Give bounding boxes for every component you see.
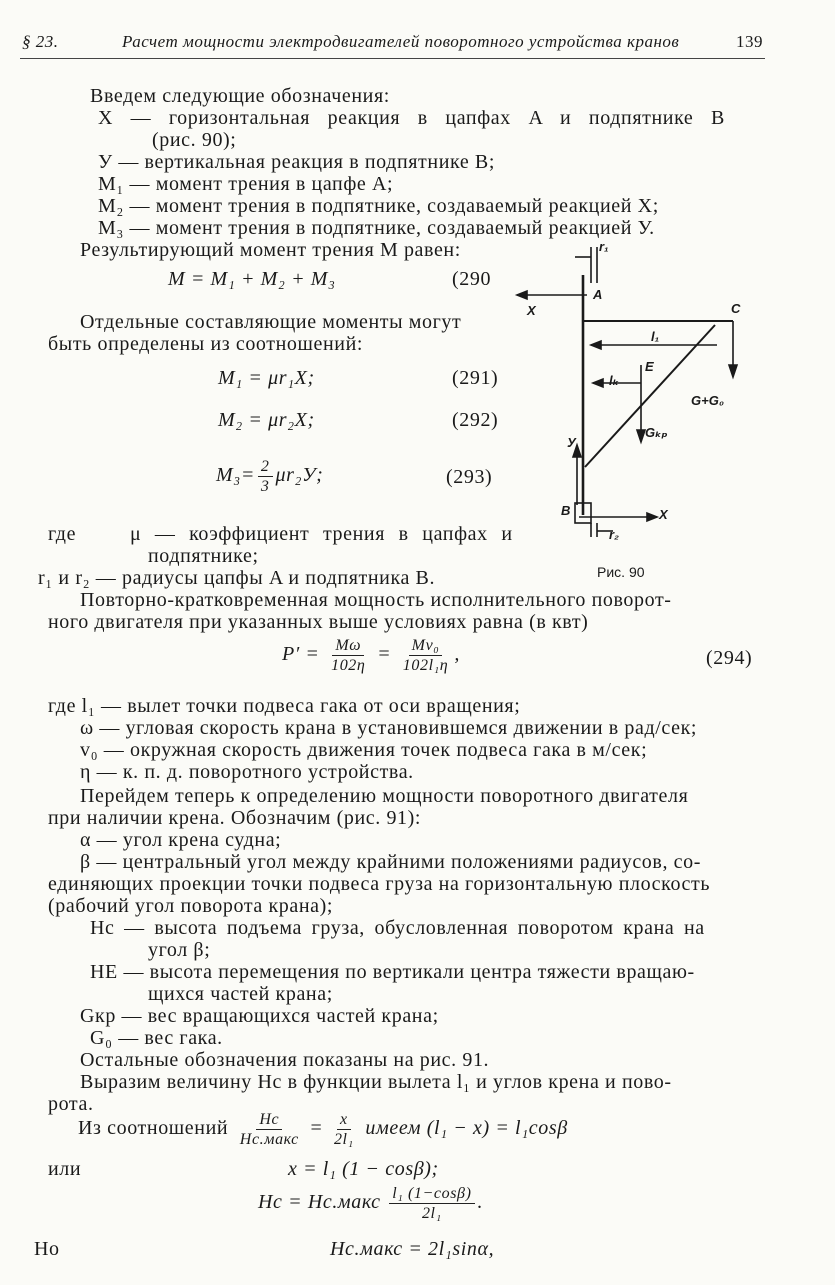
fraction-two-thirds	[258, 457, 273, 496]
where-eta-line: η — к. п. д. поворотного устройства.	[80, 761, 414, 783]
heel-text-line2: при наличии крена. Обозначим (рис. 91):	[48, 807, 422, 829]
he-def-line1: HE — высота перемещения по вертикали центра тяжести вращаю-	[90, 961, 695, 983]
equation-294-comma: ,	[454, 643, 460, 666]
fraction-two-thirds-den: 3	[260, 478, 270, 495]
lk-arrowhead	[593, 379, 603, 387]
header-section: § 23.	[22, 32, 59, 51]
components-line1: Отдельные составляющие моменты могут	[80, 311, 462, 333]
label-r2: r₂	[609, 527, 620, 542]
equation-294	[282, 636, 460, 675]
label-x-top: X	[527, 303, 536, 318]
figure-caption: Рис. 90	[597, 564, 645, 580]
alpha-def: α — угол крена судна;	[80, 829, 282, 851]
label-r1: r₁	[599, 239, 609, 254]
label-y: У	[567, 435, 576, 450]
where-mu-line2: подпятнике;	[148, 545, 259, 567]
equation-291-number: (291)	[452, 367, 499, 389]
fraction-hc-num: Hс	[256, 1110, 282, 1130]
def-m1-line: M₁ — момент трения в цапфе A;	[98, 173, 394, 195]
relations-equals: =	[310, 1117, 323, 1140]
x-equation: x = l₁ (1 − cosβ);	[288, 1158, 439, 1180]
label-a: A	[593, 287, 603, 302]
equation-293-number: (293)	[446, 466, 493, 488]
intro-text: Введем следующие обозначения:	[90, 85, 390, 107]
remaining-notation: Остальные обозначения показаны на рис. 91.	[80, 1049, 490, 1071]
x-top-arrowhead	[517, 291, 527, 299]
fraction-m-omega-num: Mω	[332, 636, 364, 656]
label-l1: l₁	[651, 329, 660, 344]
where-mu-line: μ — коэффициент трения в цапфах и	[130, 523, 513, 545]
fraction-m-omega-den: 102η	[331, 657, 366, 674]
hc-equation	[258, 1184, 483, 1223]
fraction-l1-cos-num: l₁ (1−cosβ)	[389, 1184, 474, 1204]
fraction-x-num: x	[337, 1110, 351, 1130]
where-omega-line: ω — угловая скорость крана в установившемся движении в рад/сек;	[80, 717, 698, 739]
fraction-hc-den: Hс.макс	[239, 1131, 299, 1148]
g0-def: G₀ — вес гака.	[90, 1027, 223, 1049]
label-x-bottom: X	[659, 507, 668, 522]
power-text-line1: Повторно-кратковременная мощность исполнительного поворот-	[80, 589, 672, 611]
equation-290-number: (290	[452, 268, 492, 290]
he-def-line2: щихся частей крана;	[148, 983, 333, 1005]
gkr-arrowhead	[637, 430, 645, 442]
label-g-plus-g0: G+G₀	[691, 393, 724, 408]
def-y-line: У — вертикальная реакция в подпятнике B;	[98, 151, 495, 173]
where-l1-line: где l₁ — вылет точки подвеса гака от оси вращения;	[48, 695, 521, 717]
but-label: Но	[34, 1238, 60, 1260]
equation-294-lhs: P′ =	[282, 643, 320, 666]
equation-293-lhs: M₃=	[216, 464, 255, 487]
power-text-line2: ного двигателя при указанных выше условиях равна (в квт)	[48, 611, 589, 633]
header-rule	[20, 58, 765, 59]
have-text: имеем (l₁ − x) = l₁cosβ	[365, 1117, 568, 1140]
label-c: C	[731, 301, 741, 316]
express-hc-line1: Выразим величину Hс в функции вылета l₁ и углов крена и пово-	[80, 1071, 672, 1093]
label-gkr: Gₖₚ	[645, 425, 668, 440]
fraction-two-thirds-num: 2	[258, 457, 273, 477]
result-text: Результирующий момент трения M равен:	[80, 239, 461, 261]
gkr-def: Gкр — вес вращающихся частей крана;	[80, 1005, 439, 1027]
hc-def-line2: угол β;	[148, 939, 211, 961]
x-bottom-arrowhead	[647, 513, 657, 521]
label-lk: lₖ	[609, 373, 619, 388]
where-v0-line: v₀ — окружная скорость движения точек подвеса гака в м/сек;	[80, 739, 648, 761]
where-label: где	[48, 523, 77, 545]
relations-line	[78, 1110, 568, 1149]
fraction-m-omega	[328, 636, 368, 675]
beta-def-line1: β — центральный угол между крайними положениями радиусов, со-	[80, 851, 701, 873]
page-number: 139	[736, 32, 763, 51]
equation-294-equals: =	[377, 643, 392, 666]
beta-def-line3: (рабочий угол поворота крана);	[48, 895, 334, 917]
components-line2: быть определены из соотношений:	[48, 333, 364, 355]
fraction-m-v0-den: 102l₁η	[402, 657, 449, 674]
def-m2-line: M₂ — момент трения в подпятнике, создаваемый реакцией X;	[98, 195, 659, 217]
fraction-x-over-2l1	[331, 1110, 357, 1149]
label-e: E	[645, 359, 654, 374]
label-b: B	[561, 503, 571, 518]
where-r-line: r₁ и r₂ — радиусы цапфы A и подпятника B.	[38, 567, 436, 589]
hc-def-line1: Hс — высота подъема груза, обусловленная поворотом крана на	[90, 917, 705, 939]
fraction-hc-over-hmax	[237, 1110, 302, 1149]
hmax-equation: Hс.макс = 2l₁sinα,	[330, 1238, 495, 1260]
def-x-line1: X — горизонтальная реакция в цапфах A и подпятнике B	[98, 107, 725, 129]
figure-90	[505, 235, 775, 585]
beta-def-line2: единяющих проекции точки подвеса груза на горизонтальную плоскость	[48, 873, 711, 895]
fraction-x-den: 2l₁	[333, 1131, 354, 1148]
fraction-m-v0-num: Mv₀	[409, 636, 443, 656]
def-m3-line: M₃ — момент трения в подпятнике, создаваемый реакцией У.	[98, 217, 655, 239]
l1-arrowhead	[591, 341, 601, 349]
equation-294-number: (294)	[706, 647, 753, 669]
def-x-line2: (рис. 90);	[152, 129, 237, 151]
fraction-l1-cos-den: 2l₁	[421, 1205, 442, 1222]
equation-292-number: (292)	[452, 409, 499, 431]
equation-293	[216, 457, 323, 496]
equation-291: M₁ = μr₁X;	[218, 367, 315, 389]
hc-equation-end: .	[477, 1191, 484, 1214]
or-label: или	[48, 1158, 82, 1180]
fraction-l1-cos	[389, 1184, 474, 1223]
equation-290: M = M₁ + M₂ + M₃	[168, 268, 336, 290]
express-hc-line2: рота.	[48, 1093, 94, 1115]
equation-292: M₂ = μr₂X;	[218, 409, 315, 431]
hc-equation-lhs: Hс = Hс.макс	[258, 1191, 381, 1214]
load-arrowhead	[729, 365, 737, 377]
from-relations-text: Из соотношений	[78, 1117, 229, 1140]
header-title: Расчет мощности электродвигателей поворотного устройства кранов	[122, 32, 680, 51]
equation-293-rhs: μr₂У;	[275, 464, 324, 487]
heel-text-line1: Перейдем теперь к определению мощности поворотного двигателя	[80, 785, 689, 807]
fraction-m-v0	[400, 636, 452, 675]
